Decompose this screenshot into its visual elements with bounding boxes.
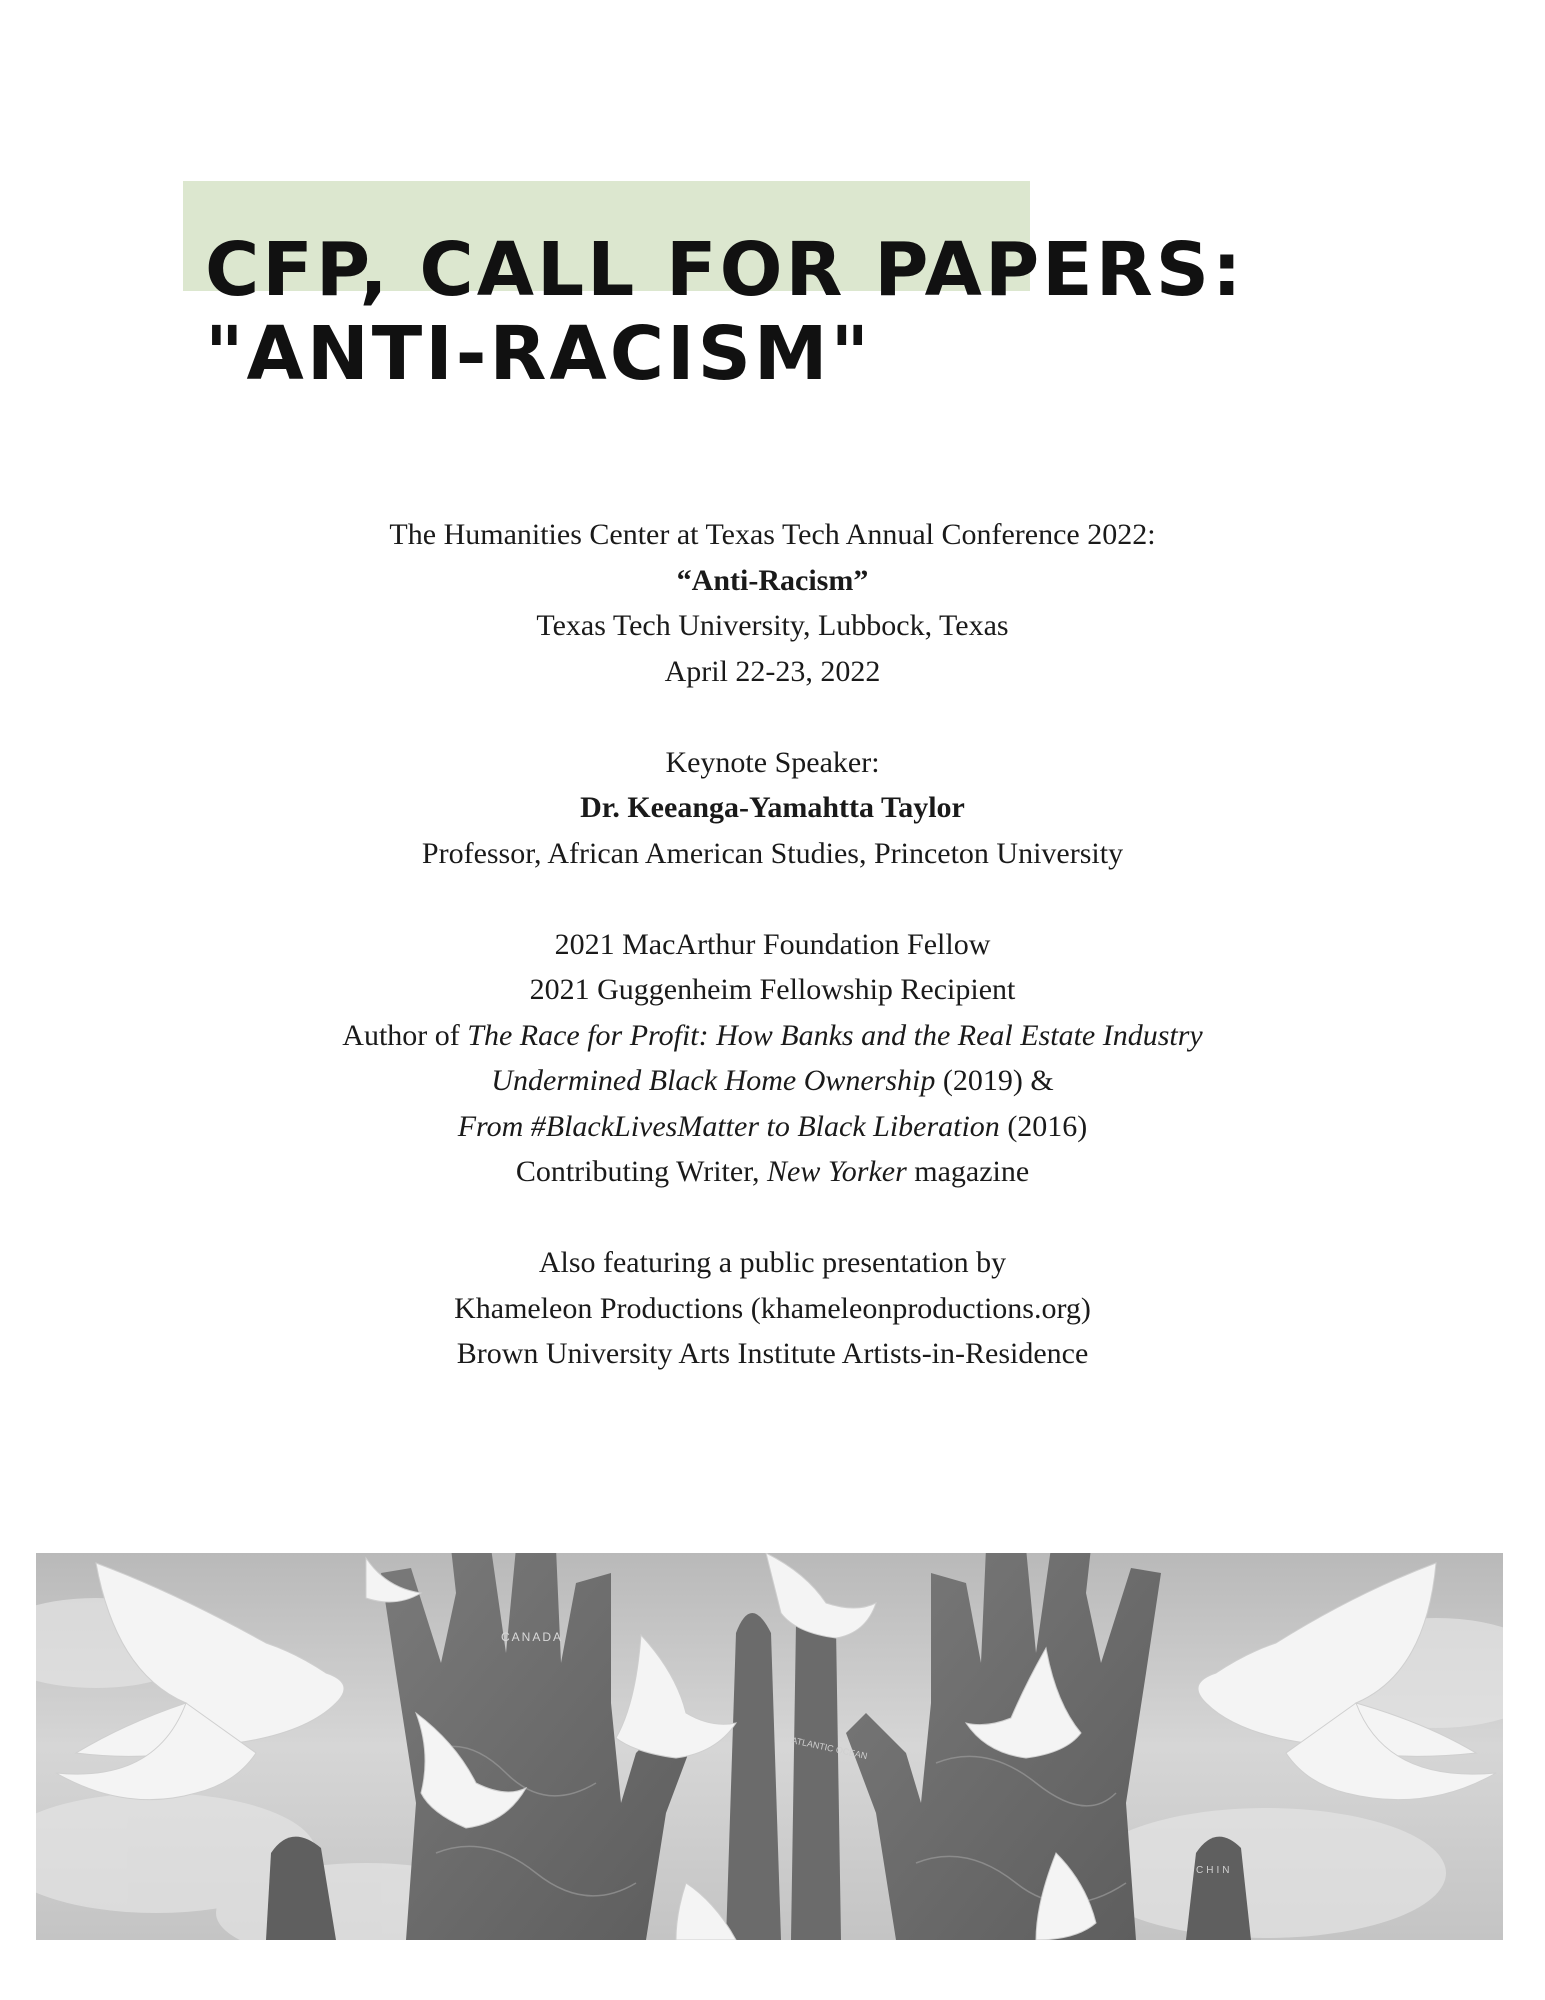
- keynote-position: Professor, African American Studies, Princeton University: [421, 836, 1124, 870]
- hands-doves-image: [36, 1553, 1503, 1940]
- book1-year: (2019) &: [935, 1064, 1054, 1097]
- keynote-name: Dr. Keeanga-Yamahtta Taylor: [580, 791, 965, 824]
- announcement-body: [160, 512, 1385, 1377]
- conference-theme: “Anti-Racism”: [676, 563, 869, 597]
- conference-dates: April 22-23, 2022: [664, 654, 881, 688]
- conference-host: The Humanities Center at Texas Tech Annual Conference 2022:: [389, 518, 1156, 551]
- magazine-name: New Yorker: [767, 1155, 907, 1188]
- map-label-canada: CANADA: [501, 1630, 564, 1644]
- book2-year: (2016): [999, 1109, 1088, 1143]
- feature-line-1: Also featuring a public presentation by: [538, 1246, 1007, 1279]
- feature-line-3: Brown University Arts Institute Artists-in-Residence: [456, 1337, 1089, 1370]
- book1-title-part1: The Race for Profit: How Banks and the Real Estate Industry: [467, 1018, 1203, 1052]
- map-label-ocean: ATLANTIC OCEAN: [790, 1735, 869, 1762]
- author-line-2: [160, 1058, 1385, 1104]
- writer-suffix: magazine: [906, 1155, 1030, 1188]
- page-title: [205, 228, 1405, 396]
- conference-location: Texas Tech University, Lubbock, Texas: [536, 609, 1009, 642]
- map-label-china: CHIN: [1196, 1865, 1233, 1876]
- writer-prefix: Contributing Writer,: [515, 1155, 767, 1188]
- author-prefix: Author of: [342, 1018, 468, 1052]
- writer-line: [160, 1149, 1385, 1195]
- book1-title-part2: Undermined Black Home Ownership: [491, 1064, 936, 1097]
- author-line-3: [160, 1104, 1385, 1150]
- author-line-1: [160, 1013, 1385, 1059]
- book2-title: From #BlackLivesMatter to Black Liberation: [457, 1109, 1000, 1143]
- feature-line-2: Khameleon Productions (khameleonproductions.org): [454, 1291, 1091, 1325]
- title-line-2: "ANTI-RACISM": [205, 311, 873, 397]
- title-line-1: CFP, CALL FOR PAPERS:: [205, 227, 1245, 313]
- keynote-label: Keynote Speaker:: [665, 745, 880, 779]
- honor-macarthur: 2021 MacArthur Foundation Fellow: [554, 927, 991, 961]
- honor-guggenheim: 2021 Guggenheim Fellowship Recipient: [529, 973, 1016, 1006]
